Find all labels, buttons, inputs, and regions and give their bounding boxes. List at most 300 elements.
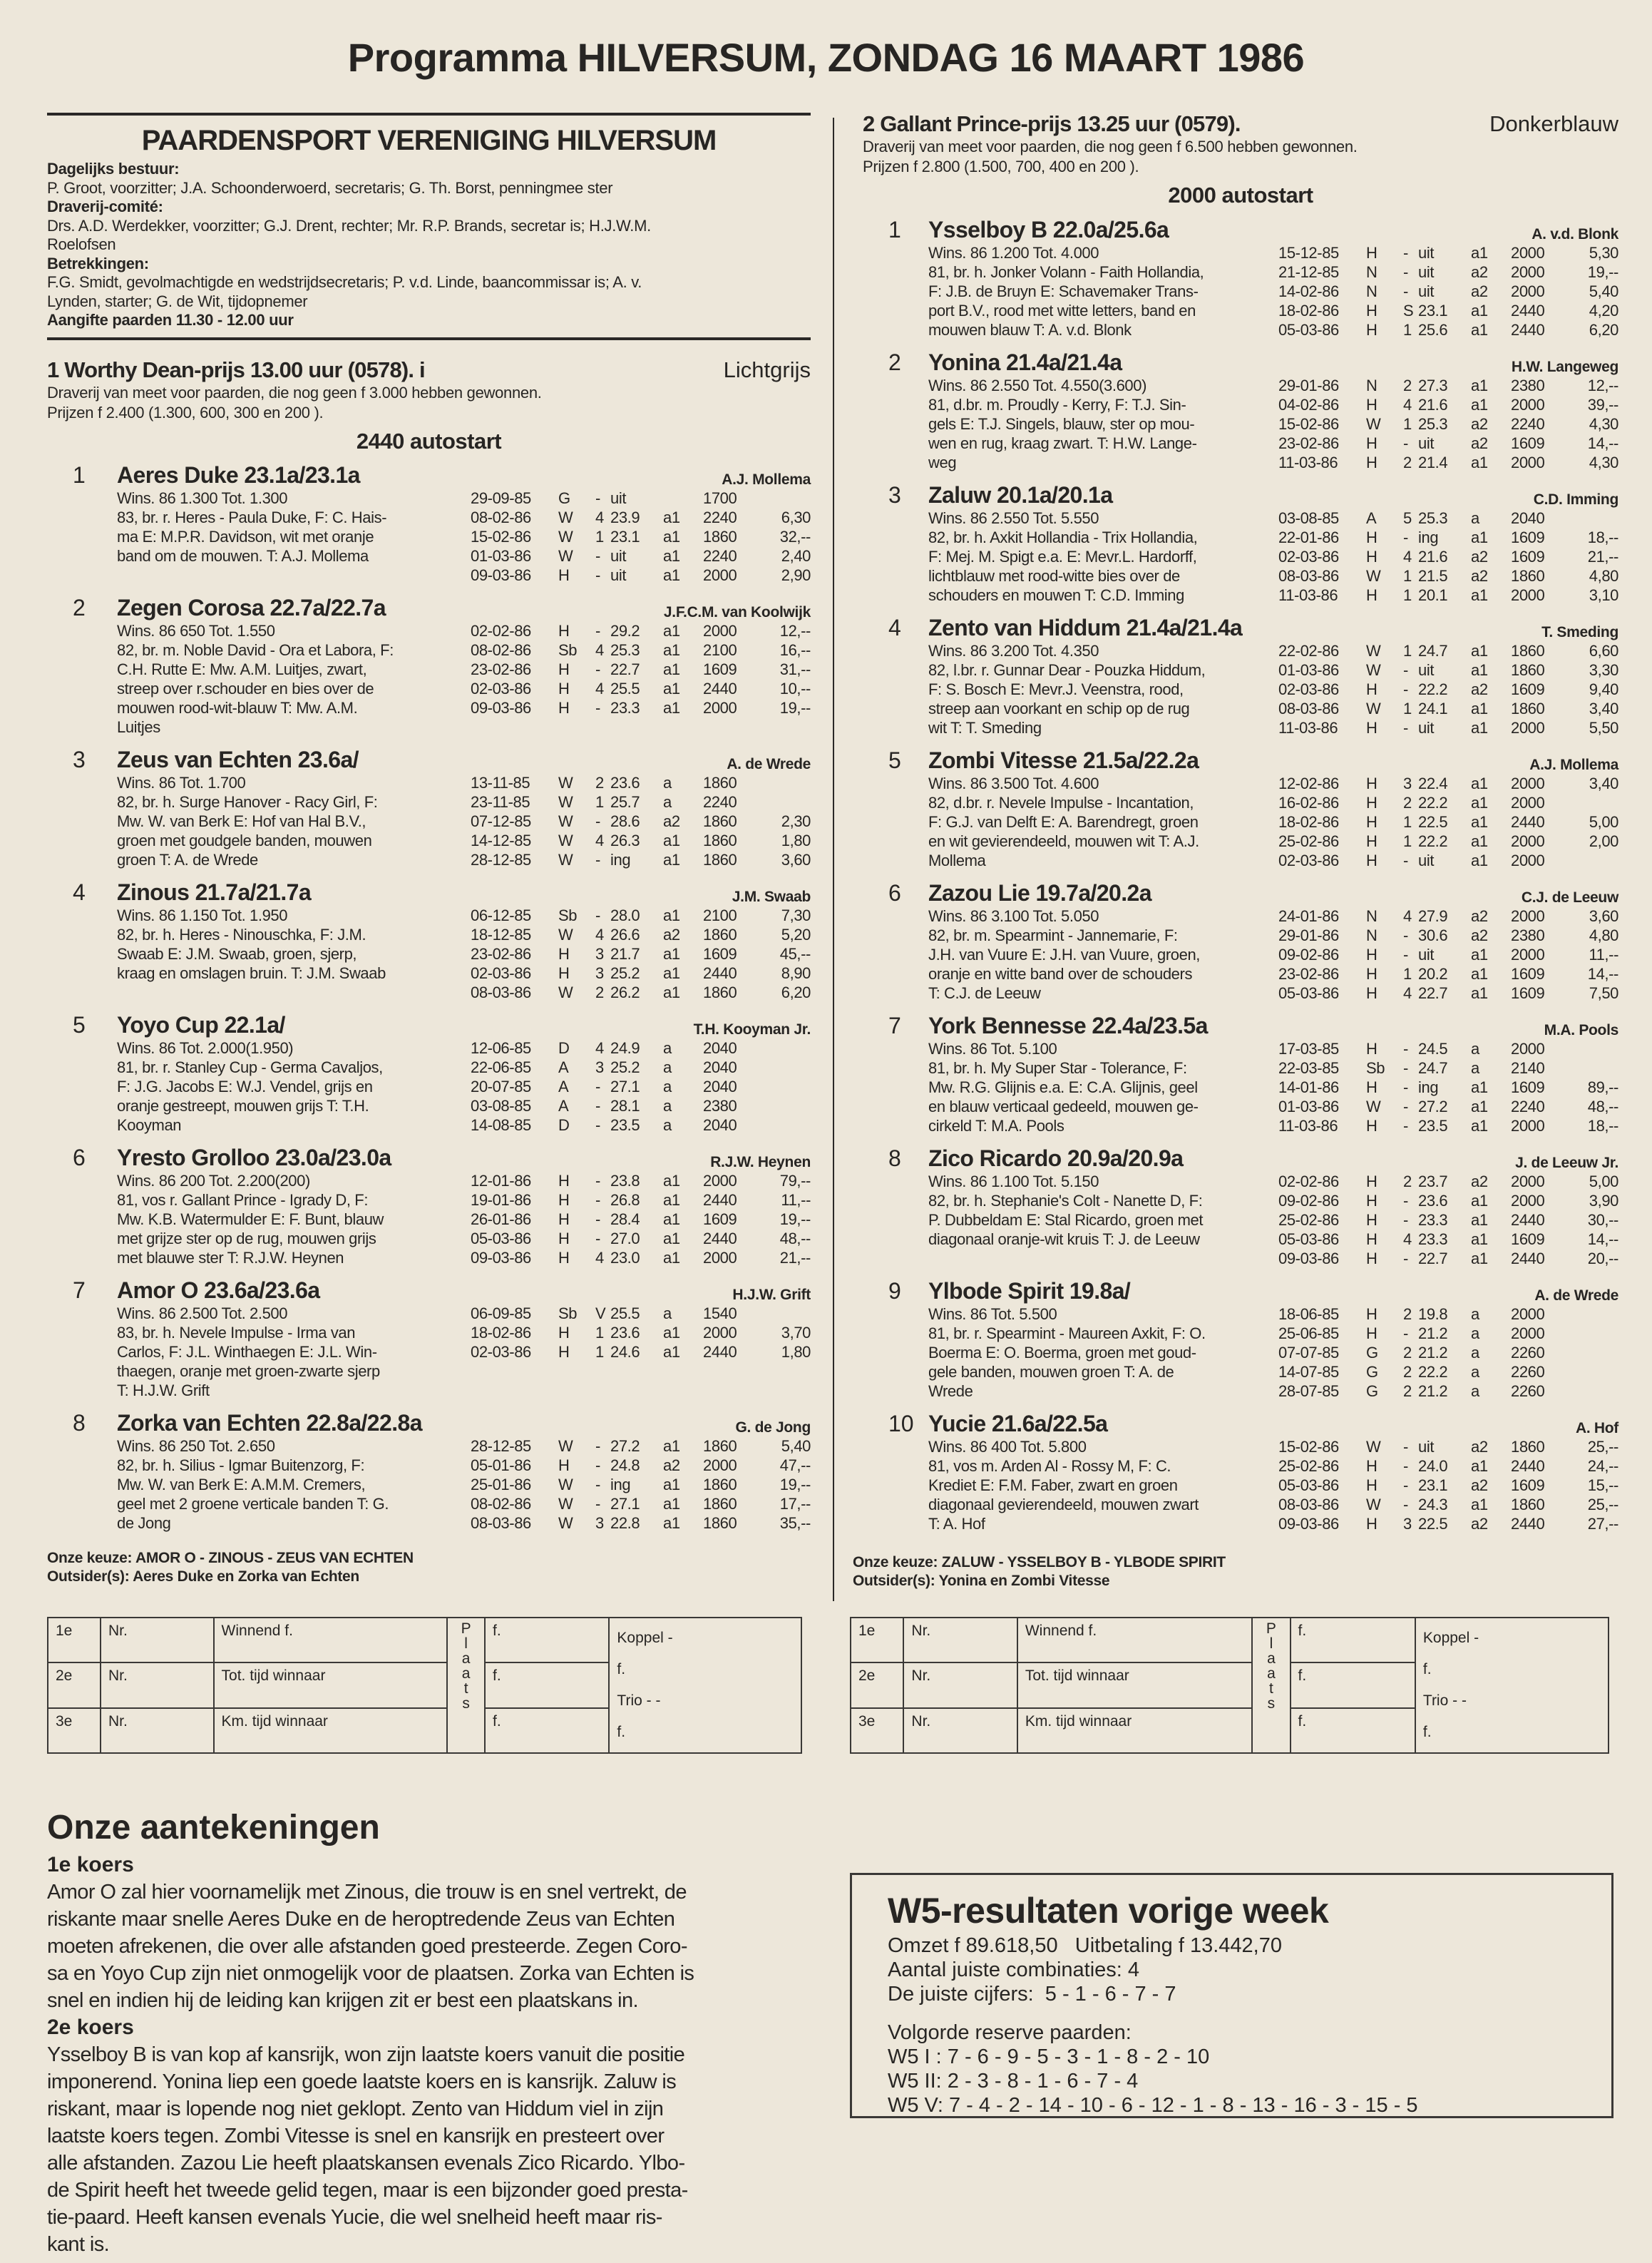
result-start: a xyxy=(663,1058,672,1076)
result-date: 07-07-85 xyxy=(1278,1344,1339,1362)
horse-entry xyxy=(863,480,1618,605)
result-start: a2 xyxy=(1471,1476,1488,1494)
result-row xyxy=(1278,1078,1618,1097)
notes-line: sa en Yoyo Cup zijn niet onmogelijk voor de plaatsen. Zorka van Echten is xyxy=(47,1962,694,1985)
result-date: 09-02-86 xyxy=(1278,946,1339,964)
result-time: 22.2 xyxy=(1418,794,1448,812)
result-date: 04-02-86 xyxy=(1278,396,1339,414)
result-place: 2 xyxy=(1403,1382,1412,1400)
result-distance: 2260 xyxy=(1511,1382,1545,1400)
place-label: 1e xyxy=(851,1618,903,1662)
result-time: 27.0 xyxy=(610,1230,640,1247)
result-time: 26.3 xyxy=(610,832,640,849)
result-place: - xyxy=(1403,1059,1408,1077)
result-distance: 1540 xyxy=(703,1304,737,1322)
result-distance: 2440 xyxy=(703,1191,737,1209)
horse-description xyxy=(928,774,1276,870)
koppel-amount[interactable]: f. xyxy=(1422,1661,1432,1677)
result-place: 4 xyxy=(595,509,604,526)
result-place: - xyxy=(595,1495,600,1513)
result-distance: 2000 xyxy=(1511,244,1545,262)
result-place: 1 xyxy=(1403,321,1412,339)
horse-entry xyxy=(863,878,1618,1003)
result-odds: 31,-- xyxy=(779,660,811,678)
horse-name: Yresto Grolloo 23.0a/23.0a xyxy=(117,1145,391,1170)
result-place: 4 xyxy=(1403,907,1412,925)
result-distance: 2440 xyxy=(703,1230,737,1247)
description-line: 82, br. h. Heres - Ninouschka, F: J.M. xyxy=(117,926,366,944)
horse-entry xyxy=(47,877,811,1002)
description-line: T: H.J.W. Grift xyxy=(117,1381,210,1399)
horse-name: Zeus van Echten 23.6a/ xyxy=(117,747,359,772)
result-start: a xyxy=(1471,1059,1479,1077)
results-table xyxy=(471,773,811,869)
result-track: Sb xyxy=(558,1304,578,1322)
result-time: 21.7 xyxy=(610,945,640,963)
result-time: 23.6 xyxy=(610,1324,640,1342)
result-place: V xyxy=(595,1304,606,1322)
result-distance: 2040 xyxy=(703,1039,737,1057)
description-line: Wins. 86 Tot. 2.000(1.950) xyxy=(117,1039,294,1057)
number-field[interactable]: Nr. xyxy=(101,1708,214,1753)
number-field[interactable]: Nr. xyxy=(903,1618,1017,1662)
result-odds: 9,40 xyxy=(1589,680,1618,698)
result-time: uit xyxy=(1418,852,1435,869)
horse-details xyxy=(47,773,811,869)
results-table xyxy=(471,621,811,717)
result-place: 1 xyxy=(1403,642,1412,660)
result-start: a xyxy=(1471,1324,1479,1342)
koppel-trio-field[interactable] xyxy=(1415,1618,1609,1753)
result-date: 02-03-86 xyxy=(1278,548,1339,566)
result-time: 21.2 xyxy=(1418,1324,1448,1342)
result-place: - xyxy=(1403,263,1408,281)
result-place: 1 xyxy=(595,1324,604,1342)
result-row xyxy=(1278,1058,1618,1078)
horse-number: 2 xyxy=(73,595,86,620)
result-place: 1 xyxy=(1403,965,1412,983)
result-row xyxy=(1278,1249,1618,1268)
result-start: a2 xyxy=(1471,434,1488,452)
result-date: 26-01-86 xyxy=(471,1210,531,1228)
horse-name: Zombi Vitesse 21.5a/22.2a xyxy=(928,747,1199,773)
result-start: a xyxy=(1471,1363,1479,1381)
result-time: 24.7 xyxy=(1418,642,1448,660)
result-distance: 1609 xyxy=(1511,1476,1545,1494)
result-place: - xyxy=(1403,852,1408,869)
divider xyxy=(47,337,811,340)
place-amount-field[interactable]: f. xyxy=(1291,1618,1415,1662)
result-time: 23.1 xyxy=(1418,302,1448,320)
description-line: lichtblauw met rood-witte bies over de xyxy=(928,567,1180,585)
results-table xyxy=(1278,509,1618,605)
result-time: 27.9 xyxy=(1418,907,1448,925)
result-place: - xyxy=(1403,1438,1408,1456)
description-line: Mollema xyxy=(928,852,986,869)
result-distance: 1860 xyxy=(703,851,737,869)
description-line: Boerma E: O. Boerma, groen met goud- xyxy=(928,1344,1196,1362)
result-track: Sb xyxy=(558,906,578,924)
result-odds: 24,-- xyxy=(1587,1457,1618,1475)
result-odds: 6,20 xyxy=(1589,321,1618,339)
result-row xyxy=(471,1513,811,1533)
win-amount-field[interactable]: Winnend f. xyxy=(1017,1618,1253,1662)
result-odds: 3,40 xyxy=(1589,700,1618,717)
result-place: - xyxy=(595,1456,600,1474)
place-amount-field[interactable]: f. xyxy=(485,1618,609,1662)
result-time: 25.2 xyxy=(610,1058,640,1076)
result-date: 02-03-86 xyxy=(1278,680,1339,698)
trio-label: Trio - - xyxy=(1422,1692,1467,1709)
result-time: uit xyxy=(1418,946,1435,964)
result-row xyxy=(1278,1362,1618,1381)
results-table xyxy=(1278,641,1618,737)
horse-description xyxy=(928,1039,1276,1135)
result-row xyxy=(1278,1097,1618,1116)
result-date: 19-01-86 xyxy=(471,1191,531,1209)
result-date: 11-03-86 xyxy=(1278,719,1338,737)
result-distance: 1860 xyxy=(703,812,737,830)
horse-trainer: G. de Jong xyxy=(735,1419,811,1436)
result-time: 24.7 xyxy=(1418,1059,1448,1077)
horse-name: Ysselboy B 22.0a/25.6a xyxy=(928,217,1169,242)
horse-trainer: J. de Leeuw Jr. xyxy=(1515,1155,1618,1171)
result-time: 20.1 xyxy=(1418,586,1448,604)
result-track: H xyxy=(1366,1324,1377,1342)
result-time: 27.1 xyxy=(610,1078,640,1095)
horse-number: 4 xyxy=(888,615,901,640)
result-odds: 5,40 xyxy=(781,1437,811,1455)
description-line: diagonaal oranje-wit kruis T: J. de Leeuw xyxy=(928,1230,1200,1248)
trio-amount[interactable]: f. xyxy=(617,1724,626,1740)
horse-header xyxy=(863,1011,1618,1039)
result-start: a xyxy=(1471,509,1479,527)
race1-header xyxy=(47,354,811,454)
notes-line: tie-paard. Heeft kansen evenals Yucie, die wel snelheid heeft maar ris- xyxy=(47,2206,662,2229)
description-line: Mw. W. van Berk E: Hof van Hal B.V., xyxy=(117,812,366,830)
result-odds: 4,30 xyxy=(1589,415,1618,433)
result-time: 27.3 xyxy=(1418,377,1448,394)
horse-header xyxy=(863,878,1618,906)
result-time: 25.3 xyxy=(1418,509,1448,527)
result-row xyxy=(1278,414,1618,434)
result-place: - xyxy=(1403,244,1408,262)
result-odds: 2,00 xyxy=(1589,832,1618,850)
description-line: oranje gestreept, mouwen grijs T: T.H. xyxy=(117,1097,369,1115)
result-track: H xyxy=(558,1249,570,1267)
plaats-text: P l a a t s xyxy=(1266,1620,1276,1712)
result-place: 4 xyxy=(1403,984,1412,1002)
result-row xyxy=(1278,1172,1618,1191)
horse-trainer: A.J. Mollema xyxy=(1529,757,1618,773)
result-start: a xyxy=(663,774,672,792)
km-time-field[interactable]: Km. tijd winnaar xyxy=(214,1708,448,1753)
result-start: a1 xyxy=(1471,454,1488,471)
result-date: 05-03-86 xyxy=(1278,1230,1339,1248)
description-line: oranje en witte band over de schouders xyxy=(928,965,1193,983)
horse-name: Ylbode Spirit 19.8a/ xyxy=(928,1278,1131,1304)
result-place: - xyxy=(595,1078,600,1095)
description-line: Wins. 86 1.200 Tot. 4.000 xyxy=(928,244,1099,262)
result-place: 4 xyxy=(1403,548,1412,566)
description-line: 81, vos r. Gallant Prince - Igrady D, F: xyxy=(117,1191,369,1209)
result-start: a1 xyxy=(663,699,680,717)
place-label: 3e xyxy=(851,1708,903,1753)
horse-description xyxy=(928,1437,1276,1533)
result-track: W xyxy=(558,1437,573,1455)
result-distance: 2000 xyxy=(703,1249,737,1267)
description-line: Wins. 86 2.550 Tot. 5.550 xyxy=(928,509,1099,527)
description-line: 81, vos m. Arden Al - Rossy M, F: C. xyxy=(928,1457,1171,1475)
result-track: N xyxy=(1366,377,1377,394)
result-date: 22-06-85 xyxy=(471,1058,531,1076)
result-place: 4 xyxy=(595,680,604,698)
notes-line: kant is. xyxy=(47,2233,110,2256)
result-date: 15-02-86 xyxy=(1278,1438,1339,1456)
result-distance: 1700 xyxy=(703,489,737,507)
place-amount-field[interactable]: f. xyxy=(485,1708,609,1753)
place-amount-field[interactable]: f. xyxy=(1291,1662,1415,1707)
result-distance: 1860 xyxy=(1511,642,1545,660)
result-date: 09-03-86 xyxy=(1278,1515,1339,1533)
result-track: H xyxy=(1366,396,1377,414)
result-odds: 4,20 xyxy=(1589,302,1618,320)
result-track: H xyxy=(558,1456,570,1474)
place-amount-field[interactable]: f. xyxy=(485,1662,609,1707)
result-distance: 2000 xyxy=(1511,454,1545,471)
horse-header xyxy=(47,1010,811,1038)
result-track: W xyxy=(558,1495,573,1513)
result-distance: 1860 xyxy=(703,1437,737,1455)
number-field[interactable]: Nr. xyxy=(101,1618,214,1662)
description-line: 81, br. h. My Super Star - Tolerance, F: xyxy=(928,1059,1187,1077)
result-track: H xyxy=(558,945,570,963)
result-start: a1 xyxy=(663,1437,680,1455)
result-track: W xyxy=(558,832,573,849)
race2-condition: Draverij van meet voor paarden, die nog geen f 6.500 hebben gewonnen. xyxy=(863,138,1358,155)
bet-form-race1[interactable] xyxy=(47,1617,802,1754)
result-date: 11-03-86 xyxy=(1278,454,1338,471)
trio-amount[interactable]: f. xyxy=(1422,1724,1432,1740)
result-place: - xyxy=(595,1210,600,1228)
result-track: H xyxy=(558,964,570,982)
result-odds xyxy=(1568,1343,1618,1362)
description-line: Wins. 86 200 Tot. 2.200(200) xyxy=(117,1172,310,1190)
horse-trainer: T. Smeding xyxy=(1541,624,1618,640)
result-row xyxy=(1278,1304,1618,1324)
club-info xyxy=(47,121,811,330)
notes-line: Ysselboy B is van kop af kansrijk, won zijn laatste koers vanuit die positie xyxy=(47,2043,685,2066)
race2-horses xyxy=(863,215,1618,1541)
result-start: a1 xyxy=(1471,852,1488,869)
horse-header xyxy=(863,1143,1618,1172)
place-label: 2e xyxy=(48,1662,101,1707)
result-distance: 1860 xyxy=(703,774,737,792)
result-distance: 1609 xyxy=(1511,1230,1545,1248)
result-track: A xyxy=(558,1058,569,1076)
result-start: a2 xyxy=(1471,1515,1488,1533)
koppel-trio-field[interactable] xyxy=(609,1618,801,1753)
race2-distance: 2000 autostart xyxy=(1168,183,1313,208)
description-line: Wins. 86 1.150 Tot. 1.950 xyxy=(117,906,288,924)
w5-heading: W5-resultaten vorige week xyxy=(888,1891,1329,1931)
description-line: en wit gevierendeeld, mouwen wit T: A.J. xyxy=(928,832,1199,850)
result-track: H xyxy=(558,1172,570,1190)
result-distance: 2240 xyxy=(1511,1098,1545,1115)
horse-number: 3 xyxy=(888,482,901,508)
result-track: A xyxy=(1366,509,1377,527)
result-start: a1 xyxy=(1471,1117,1488,1135)
result-place: - xyxy=(1403,1211,1408,1229)
result-row xyxy=(471,944,811,964)
horse-number: 5 xyxy=(888,747,901,773)
description-line: geel met 2 groene verticale banden T: G. xyxy=(117,1495,389,1513)
number-field[interactable]: Nr. xyxy=(101,1662,214,1707)
notes-line: laatste koers tegen. Zombi Vitesse is snel en kansrijk en presteert over xyxy=(47,2125,665,2147)
result-track: H xyxy=(1366,946,1377,964)
horse-description xyxy=(117,1436,468,1533)
horse-entry xyxy=(863,347,1618,472)
result-row xyxy=(1278,243,1618,262)
result-place: - xyxy=(595,1476,600,1493)
result-start: a2 xyxy=(663,1456,680,1474)
total-time-field[interactable]: Tot. tijd winnaar xyxy=(214,1662,448,1707)
result-start: a1 xyxy=(1471,700,1488,717)
result-track: H xyxy=(1366,434,1377,452)
notes-section xyxy=(47,1804,817,2258)
horse-entry xyxy=(863,215,1618,339)
result-time: 21.6 xyxy=(1418,548,1448,566)
win-amount-field[interactable]: Winnend f. xyxy=(214,1618,448,1662)
result-row xyxy=(1278,509,1618,528)
horse-details xyxy=(863,906,1618,1003)
horse-header xyxy=(863,1276,1618,1304)
result-place: - xyxy=(595,622,600,640)
result-date: 28-12-85 xyxy=(471,1437,531,1455)
horse-trainer: R.J.W. Heynen xyxy=(710,1154,811,1170)
notes-heading: Onze aantekeningen xyxy=(47,1809,380,1846)
result-place: - xyxy=(1403,1192,1408,1210)
result-date: 02-03-86 xyxy=(1278,852,1339,869)
result-row xyxy=(1278,641,1618,660)
result-odds: 5,30 xyxy=(1589,244,1618,262)
result-track: Sb xyxy=(1366,1059,1385,1077)
bet-form-race2[interactable] xyxy=(850,1617,1609,1754)
result-row xyxy=(471,1342,811,1362)
km-time-field[interactable]: Km. tijd winnaar xyxy=(1017,1708,1253,1753)
race2-header xyxy=(863,108,1618,208)
result-track: H xyxy=(1366,1040,1377,1058)
result-track: H xyxy=(1366,1173,1377,1190)
result-place: - xyxy=(595,1116,600,1134)
result-distance: 2000 xyxy=(1511,832,1545,850)
description-line: Luitjes xyxy=(117,718,160,736)
result-time: 23.8 xyxy=(610,1172,640,1190)
result-time: ing xyxy=(1418,1078,1439,1096)
result-distance: 1609 xyxy=(1511,965,1545,983)
result-distance: 1609 xyxy=(1511,680,1545,698)
horse-trainer: C.J. de Leeuw xyxy=(1521,889,1618,906)
result-time: 22.7 xyxy=(610,660,640,678)
result-date: 25-01-86 xyxy=(471,1476,531,1493)
result-start: a1 xyxy=(663,528,680,546)
plaats-label xyxy=(447,1618,485,1753)
horse-name: Zegen Corosa 22.7a/22.7a xyxy=(117,595,386,620)
result-row xyxy=(1278,395,1618,414)
description-line: diagonaal gevierendeeld, mouwen zwart xyxy=(928,1496,1199,1513)
page-title: Programma HILVERSUM, ZONDAG 16 MAART 1986 xyxy=(347,35,1305,80)
result-odds: 4,80 xyxy=(1589,926,1618,944)
result-distance: 2380 xyxy=(703,1097,737,1115)
result-row xyxy=(1278,964,1618,984)
result-distance: 2000 xyxy=(1511,1192,1545,1210)
result-odds: 3,30 xyxy=(1589,661,1618,679)
place-amount-field[interactable]: f. xyxy=(1291,1708,1415,1753)
result-place: - xyxy=(1403,661,1408,679)
description-line: 81, br. h. Jonker Volann - Faith Hollandia, xyxy=(928,263,1204,281)
result-row xyxy=(471,1190,811,1210)
result-place: 5 xyxy=(1403,509,1412,527)
result-distance: 2100 xyxy=(703,641,737,659)
result-time: 21.2 xyxy=(1418,1344,1448,1362)
result-time: 21.5 xyxy=(1418,567,1448,585)
result-distance: 2000 xyxy=(1511,852,1545,869)
result-odds: 18,-- xyxy=(1587,1117,1618,1135)
result-odds: 4,30 xyxy=(1589,454,1618,471)
result-distance: 2000 xyxy=(1511,263,1545,281)
horse-number: 6 xyxy=(888,880,901,906)
result-track: W xyxy=(558,774,573,792)
result-row xyxy=(471,792,811,812)
result-time: uit xyxy=(610,547,627,565)
description-line: schouders en mouwen T: C.D. Imming xyxy=(928,586,1184,604)
number-field[interactable]: Nr. xyxy=(903,1708,1017,1753)
result-place: - xyxy=(595,566,600,584)
koppel-amount[interactable]: f. xyxy=(617,1661,626,1677)
result-date: 22-01-86 xyxy=(1278,528,1339,546)
result-row xyxy=(1278,1230,1618,1249)
description-line: Wins. 86 3.200 Tot. 4.350 xyxy=(928,642,1099,660)
result-date: 14-07-85 xyxy=(1278,1363,1339,1381)
description-line: 82, br. h. Axkit Hollandia - Trix Hollandia, xyxy=(928,528,1198,546)
result-track: H xyxy=(1366,454,1377,471)
description-line: groen met goudgele banden, mouwen xyxy=(117,832,372,849)
result-start: a1 xyxy=(663,945,680,963)
w5-line: Volgorde reserve paarden: xyxy=(888,2021,1132,2044)
description-line: mouwen blauw T: A. v.d. Blonk xyxy=(928,321,1132,339)
result-distance: 1860 xyxy=(1511,661,1545,679)
result-date: 08-02-86 xyxy=(471,1495,531,1513)
result-time: uit xyxy=(1418,263,1435,281)
result-place: - xyxy=(1403,1324,1408,1342)
horse-name: Zorka van Echten 22.8a/22.8a xyxy=(117,1410,422,1436)
race2-outsiders: Outsider(s): Yonina en Zombi Vitesse xyxy=(853,1573,1110,1589)
result-track: H xyxy=(1366,852,1377,869)
result-time: 26.2 xyxy=(610,984,640,1001)
result-odds: 32,-- xyxy=(779,528,811,546)
result-row xyxy=(471,831,811,850)
number-field[interactable]: Nr. xyxy=(903,1662,1017,1707)
result-odds xyxy=(760,1058,811,1077)
total-time-field[interactable]: Tot. tijd winnaar xyxy=(1017,1662,1253,1707)
result-start: a1 xyxy=(1471,377,1488,394)
result-time: 22.8 xyxy=(610,1514,640,1532)
result-row xyxy=(471,1436,811,1456)
result-odds: 19,-- xyxy=(779,699,811,717)
result-time: 24.1 xyxy=(1418,700,1448,717)
result-row xyxy=(1278,680,1618,699)
horse-trainer: A. Hof xyxy=(1575,1420,1618,1436)
